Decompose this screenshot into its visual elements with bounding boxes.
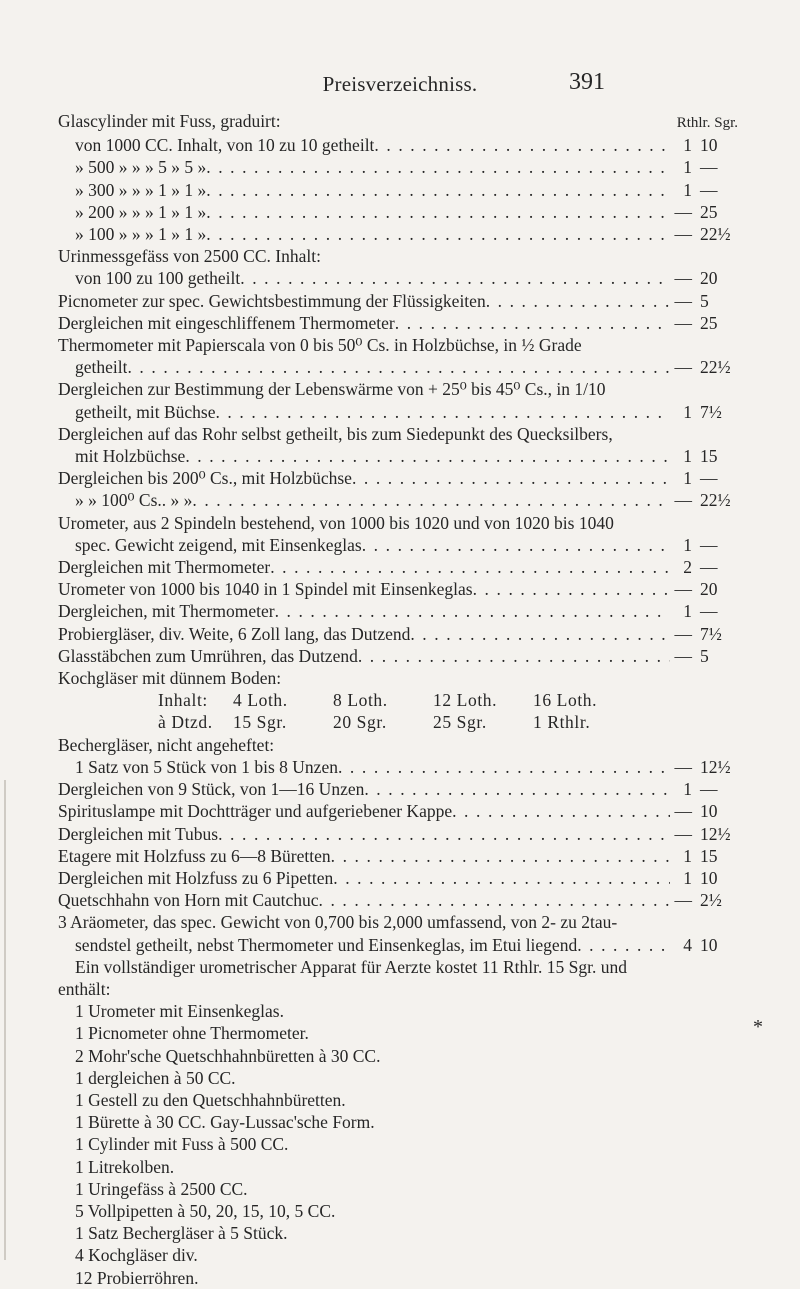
price-rthlr: 1 [683, 179, 692, 200]
price-rthlr: 1 [683, 601, 692, 622]
apparat-contents-list [58, 1000, 738, 1289]
item-text: sendstel getheilt, nebst Thermometer und Einsenkeglas, im Etui liegend [75, 934, 578, 955]
item-text: Dergleichen zur Bestimmung der Lebenswärme von + 25⁰ bis 45⁰ Cs., in 1/10 [58, 379, 606, 400]
price-row [58, 778, 738, 800]
price-row [58, 312, 738, 334]
price-row [58, 201, 738, 223]
item-text: Dergleichen von 9 Stück, von 1—16 Unzen [58, 779, 365, 800]
list-item: 5 Vollpipetten à 50, 20, 15, 10, 5 CC. [75, 1200, 336, 1221]
size-cell: 8 Loth. [333, 690, 388, 711]
price-row [58, 356, 738, 378]
price-sgr: 12½ [700, 756, 731, 777]
price-rthlr: — [674, 823, 692, 844]
item-text: getheilt [75, 357, 128, 378]
size-cell: 16 Loth. [533, 690, 598, 711]
price-rthlr: 1 [683, 135, 692, 156]
price-rthlr: 1 [683, 157, 692, 178]
item-text: 3 Aräometer, das spec. Gewicht von 0,700 bis 2,000 umfassend, von 2- zu 2tau- [58, 912, 618, 933]
price-cell: 1 Rthlr. [533, 712, 591, 733]
price-sgr: 7½ [700, 401, 722, 422]
running-header [0, 69, 800, 100]
price-sgr: 22½ [700, 224, 731, 245]
price-rthlr: 1 [683, 845, 692, 866]
price-sgr: 20 [700, 268, 718, 289]
price-rthlr: 1 [683, 867, 692, 888]
list-item: 1 Gestell zu den Quetschhahnbüretten. [75, 1089, 346, 1110]
section-heading-row [58, 667, 738, 689]
section-heading-row [58, 110, 738, 134]
price-row [58, 645, 738, 667]
item-text: Dergleichen auf das Rohr selbst getheilt, bis zum Siedepunkt des Quecksilbers, [58, 423, 613, 444]
item-text: Glasstäbchen zum Umrühren, das Dutzend [58, 645, 358, 666]
list-item: 1 Litrekolben. [75, 1156, 175, 1177]
item-text: 1 Satz von 5 Stück von 1 bis 8 Unzen [75, 756, 338, 777]
price-rthlr: — [674, 290, 692, 311]
list-item: 2 Mohr'sche Quetschhahnbüretten à 30 CC. [75, 1045, 381, 1066]
section-heading: Kochgläser mit dünnem Boden: [58, 668, 282, 689]
price-row [58, 756, 738, 778]
price-sgr: 22½ [700, 490, 731, 511]
price-rthlr: 2 [683, 557, 692, 578]
price-row [58, 845, 738, 867]
item-text: Dergleichen, mit Thermometer [58, 601, 275, 622]
price-rthlr: 1 [683, 779, 692, 800]
price-row [58, 600, 738, 622]
price-sgr: — [700, 557, 718, 578]
item-text: » 200 » » » 1 » 1 » [75, 201, 207, 222]
price-row [58, 556, 738, 578]
price-sgr: 25 [700, 201, 718, 222]
item-text: Spirituslampe mit Dochtträger und aufgeriebener Kappe [58, 801, 453, 822]
price-rthlr: — [674, 490, 692, 511]
price-sgr: 2½ [700, 890, 722, 911]
price-row [58, 800, 738, 822]
item-text: von 1000 CC. Inhalt, von 10 zu 10 getheilt [75, 135, 375, 156]
page-number: 391 [569, 69, 605, 95]
item-text: » » 100⁰ Cs.. » » [75, 490, 193, 511]
paragraph-line: enthält: [58, 978, 111, 999]
item-text: Dergleichen mit Tubus [58, 823, 219, 844]
item-text: » 500 » » » 5 » 5 » [75, 157, 207, 178]
list-item: 1 Uringefäss à 2500 CC. [75, 1178, 248, 1199]
paragraph-line: Ein vollständiger urometrischer Apparat für Aerzte kostet 11 Rthlr. 15 Sgr. und [75, 956, 627, 977]
section-heading-row [58, 245, 738, 267]
list-item: 1 dergleichen à 50 CC. [75, 1067, 236, 1088]
price-rthlr: — [674, 801, 692, 822]
size-cell: 12 Loth. [433, 690, 498, 711]
column-headers [677, 112, 738, 134]
price-sgr: 10 [700, 801, 718, 822]
price-sgr: — [700, 534, 718, 555]
section-heading: Bechergläser, nicht angeheftet: [58, 734, 275, 755]
item-text: Dergleichen mit Holzfuss zu 6 Pipetten [58, 867, 334, 888]
price-sgr: 22½ [700, 357, 731, 378]
price-rthlr: — [674, 312, 692, 333]
price-sgr: 7½ [700, 623, 722, 644]
section-heading-row [58, 734, 738, 756]
price-sgr: — [700, 779, 718, 800]
item-text: » 100 » » » 1 » 1 » [75, 224, 207, 245]
price-row [58, 489, 738, 511]
price-rthlr: — [674, 201, 692, 222]
price-row [58, 223, 738, 245]
list-item: 12 Probierröhren. [75, 1267, 199, 1288]
price-row [58, 623, 738, 645]
price-rthlr: 1 [683, 401, 692, 422]
price-row [58, 401, 738, 423]
price-sgr: 15 [700, 446, 718, 467]
price-cell: 15 Sgr. [233, 712, 287, 733]
column-header-sgr: Sgr. [714, 115, 738, 131]
price-sgr: 10 [700, 867, 718, 888]
list-item: 1 Satz Bechergläser à 5 Stück. [75, 1223, 288, 1244]
price-sgr: 10 [700, 934, 718, 955]
price-sgr: 15 [700, 845, 718, 866]
item-text: Thermometer mit Papierscala von 0 bis 50⁰ Cs. in Holzbüchse, in ½ Grade [58, 335, 582, 356]
price-sgr: — [700, 601, 718, 622]
list-item: 1 Cylinder mit Fuss à 500 CC. [75, 1134, 289, 1155]
margin-asterisk: * [753, 1016, 763, 1038]
item-text: getheilt, mit Büchse [75, 401, 216, 422]
price-rthlr: — [674, 579, 692, 600]
price-row [58, 889, 738, 911]
price-row [58, 467, 738, 489]
item-text: Urometer von 1000 bis 1040 in 1 Spindel mit Einsenkeglas [58, 579, 473, 600]
price-row [58, 156, 738, 178]
item-text: Dergleichen bis 200⁰ Cs., mit Holzbüchse [58, 468, 352, 489]
item-text: Etagere mit Holzfuss zu 6—8 Büretten [58, 845, 331, 866]
price-sgr: — [700, 157, 718, 178]
kochglaeser-sizes-row [58, 689, 738, 711]
binding-edge-line [4, 780, 6, 1260]
section-heading: Glascylinder mit Fuss, graduirt: [58, 111, 281, 131]
price-row [58, 134, 738, 156]
price-rthlr: — [674, 623, 692, 644]
price-row [58, 267, 738, 289]
item-text: spec. Gewicht zeigend, mit Einsenkeglas [75, 534, 362, 555]
kochglaeser-prices-row [58, 711, 738, 733]
list-item: 1 Urometer mit Einsenkeglas. [75, 1001, 284, 1022]
price-rthlr: — [674, 756, 692, 777]
price-sgr: 20 [700, 579, 718, 600]
price-sgr: 10 [700, 135, 718, 156]
item-text: mit Holzbüchse [75, 446, 186, 467]
item-text: » 300 » » » 1 » 1 » [75, 179, 207, 200]
item-text: Quetschhahn von Horn mit Cautchuc [58, 890, 319, 911]
entry-first-line [58, 512, 738, 534]
price-sgr: — [700, 179, 718, 200]
price-row [58, 578, 738, 600]
price-cell: 20 Sgr. [333, 712, 387, 733]
price-rthlr: — [674, 357, 692, 378]
size-cell: 4 Loth. [233, 690, 288, 711]
item-text: Dergleichen mit eingeschliffenem Thermometer [58, 312, 395, 333]
entry-first-line [58, 423, 738, 445]
list-item: 1 Bürette à 30 CC. Gay-Lussac'sche Form. [75, 1112, 375, 1133]
price-row [58, 534, 738, 556]
section1-rows [58, 134, 738, 245]
entry-first-line [58, 334, 738, 356]
list-item: 1 Picnometer ohne Thermometer. [75, 1023, 309, 1044]
item-text: Probiergläser, div. Weite, 6 Zoll lang, das Dutzend [58, 623, 411, 644]
price-rthlr: 1 [683, 446, 692, 467]
price-row [58, 445, 738, 467]
entry-first-line [58, 378, 738, 400]
price-sgr: — [700, 468, 718, 489]
price-sgr: 5 [700, 645, 709, 666]
item-text: Picnometer zur spec. Gewichtsbestimmung der Flüssigkeiten [58, 290, 486, 311]
section-heading: Urinmessgefäss von 2500 CC. Inhalt: [58, 246, 321, 267]
price-sgr: 12½ [700, 823, 731, 844]
price-sgr: 5 [700, 290, 709, 311]
list-item: 4 Kochgläser div. [75, 1245, 198, 1266]
item-text: Dergleichen mit Thermometer [58, 557, 271, 578]
price-rthlr: — [674, 645, 692, 666]
price-rthlr: 1 [683, 534, 692, 555]
inhalt-label: Inhalt: [158, 690, 208, 711]
price-row [58, 290, 738, 312]
price-rthlr: 4 [683, 934, 692, 955]
entry-first-line [58, 911, 738, 933]
price-rthlr: — [674, 268, 692, 289]
price-rthlr: — [674, 890, 692, 911]
price-row [58, 179, 738, 201]
header-title: Preisverzeichniss. [322, 72, 478, 96]
apparat-paragraph [58, 956, 738, 1000]
price-sgr: 25 [700, 312, 718, 333]
price-row [58, 934, 738, 956]
price-cell: 25 Sgr. [433, 712, 487, 733]
item-text: von 100 zu 100 getheilt [75, 268, 241, 289]
price-label: à Dtzd. [158, 712, 213, 733]
price-row [58, 867, 738, 889]
price-rthlr: — [674, 224, 692, 245]
item-text: Urometer, aus 2 Spindeln bestehend, von 1000 bis 1020 und von 1020 bis 1040 [58, 512, 614, 533]
price-row [58, 823, 738, 845]
price-list [58, 110, 738, 1289]
price-rthlr: 1 [683, 468, 692, 489]
column-header-rthlr: Rthlr. [676, 115, 711, 131]
